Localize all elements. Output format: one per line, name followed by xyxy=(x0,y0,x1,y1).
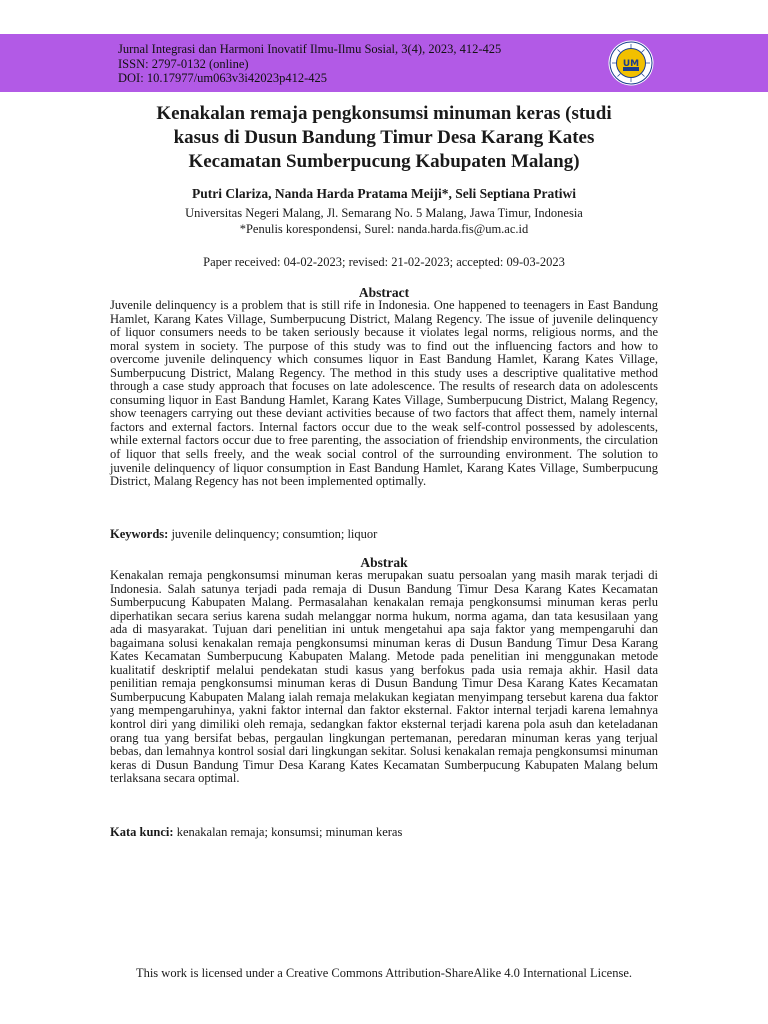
license-footer[interactable]: This work is licensed under a Creative Commons Attribution-ShareAlike 4.0 International License. xyxy=(135,966,633,980)
keywords-label: Keywords: xyxy=(110,527,169,541)
journal-citation: Jurnal Integrasi dan Harmoni Inovatif Ilmu-Ilmu Sosial, 3(4), 2023, 412-425 xyxy=(118,42,502,56)
correspondence-note: *Penulis korespondensi, Surel: nanda.harda.fis@um.ac.id xyxy=(239,222,529,236)
abstrak-text: Kenakalan remaja pengkonsumsi minuman keras merupakan suatu persoalan yang masih marak terjadi di Indonesia. Salah satunya terjadi pada remaja di Dusun Bandung Timur Desa Karang Kates Kecamatan Sumberpucung Kabupaten Malang. Permasalahan kenakalan remaja pengkonsumsi minuman keras perlu diperhatikan secara serius karena sudah melanggar norma hukum, norma agama, dan tata kesusilaan yang ada di masyarakat. Tujuan dari penelitian ini untuk mengetahui apa saja faktor yang mempengaruhi dan bagaimana solusi kenakalan remaja pengkonsumsi minuman keras di Dusun Bandung Timur Desa Karang Kates Kecamatan Sumberpucung Kabupaten Malang. Metode pada penelitian ini menggunakan metode kualitatif deskriptif melalui pendekatan studi kasus yang berfokus pada usia remaja akhir. Hasil data penilitian remaja pengkonsumsi minuman keras di Dusun Bandung Timur Desa Karang Kates Kecamatan Sumberpucung Kabupaten Malang ialah remaja melakukan kegiatan menyimpang tersebut karena dua faktor yang mempengaruhinya, yakni faktor internal dan faktor eksternal. Faktor internal terjadi karena lemahnya kontrol diri yang dimiliki oleh remaja, sedangkan faktor eksternal terjadi karena pola asuh dan keteladanan orang tua yang bersifat bebas, pergaulan lingkungan pertemanan, peredaran minuman keras yang terjual bebas, dan lemahnya kontrol sosial dari lingkungan sekitar. Solusi kenakalan remaja pengkonsumsi minuman keras di Dusun Bandung Timur Desa Karang Kates Kecamatan Sumberpucung Kabupaten Malang belum terlaksana secara optimal. xyxy=(110,568,658,786)
journal-doi[interactable]: DOI: 10.17977/um063v3i42023p412-425 xyxy=(118,71,328,85)
kata-kunci-value: kenakalan remaja; konsumsi; minuman keras xyxy=(176,825,403,839)
abstrak-heading: Abstrak xyxy=(360,555,408,570)
paper-title xyxy=(0,102,768,174)
abstract-heading: Abstract xyxy=(358,285,410,300)
title-line: Kecamatan Sumberpucung Kabupaten Malang) xyxy=(188,151,580,172)
title-line: Kenakalan remaja pengkonsumsi minuman keras (studi xyxy=(156,103,612,124)
kata-kunci-label: Kata kunci: xyxy=(110,825,174,839)
journal-info xyxy=(118,42,501,86)
author-list: Putri Clariza, Nanda Harda Pratama Meiji*, Seli Septiana Pratiwi xyxy=(192,186,576,201)
journal-issn: ISSN: 2797-0132 (online) xyxy=(118,56,249,71)
keywords-line xyxy=(110,527,658,542)
affiliation: Universitas Negeri Malang, Jl. Semarang No. 5 Malang, Jawa Timur, Indonesia xyxy=(185,206,583,220)
paper-dates: Paper received: 04-02-2023; revised: 21-02-2023; accepted: 09-03-2023 xyxy=(203,255,565,269)
university-logo-icon xyxy=(608,40,654,86)
kata-kunci-line xyxy=(110,825,658,840)
keywords-value: juvenile delinquency; consumtion; liquor xyxy=(171,527,378,541)
title-line: kasus di Dusun Bandung Timur Desa Karang Kates xyxy=(173,127,595,148)
abstract-text: Juvenile delinquency is a problem that is still rife in Indonesia. One happened to teenagers in East Bandung Hamlet, Karang Kates Village, Sumberpucung District, Malang Regency. The issue of juvenile delinquency of liquor consumers needs to be taken seriously because it violates legal norms, religious norms, and the moral system in society. The purpose of this study was to find out the influencing factors and how to overcome juvenile delinquency which consumes liquor in East Bandung Hamlet, Karang Kates Village, Sumberpucung District, Malang Regency. The method in this study uses a descriptive qualitative method through a case study approach that focuses on late adolescence. The results of research data on adolescents consuming liquor in East Bandung Hamlet, Karang Kates Village, Sumberpucung District, Malang Regency, show teenagers carrying out these deviant activities because of two factors that affect them, namely internal factors and external factors. Internal factors occur due to the weak self-control possessed by adolescents, while external factors occur due to free parenting, the association of friendship environments, the circulation of liquor that sells freely, and the weak social control of the surrounding environment. The solution to juvenile delinquency of liquor consumption in East Bandung Hamlet, Karang Kates Village, Sumberpucung District, Malang Regency has not been implemented optimally. xyxy=(110,298,658,489)
logo-initials: UM xyxy=(622,59,640,69)
journal-header xyxy=(0,34,768,92)
